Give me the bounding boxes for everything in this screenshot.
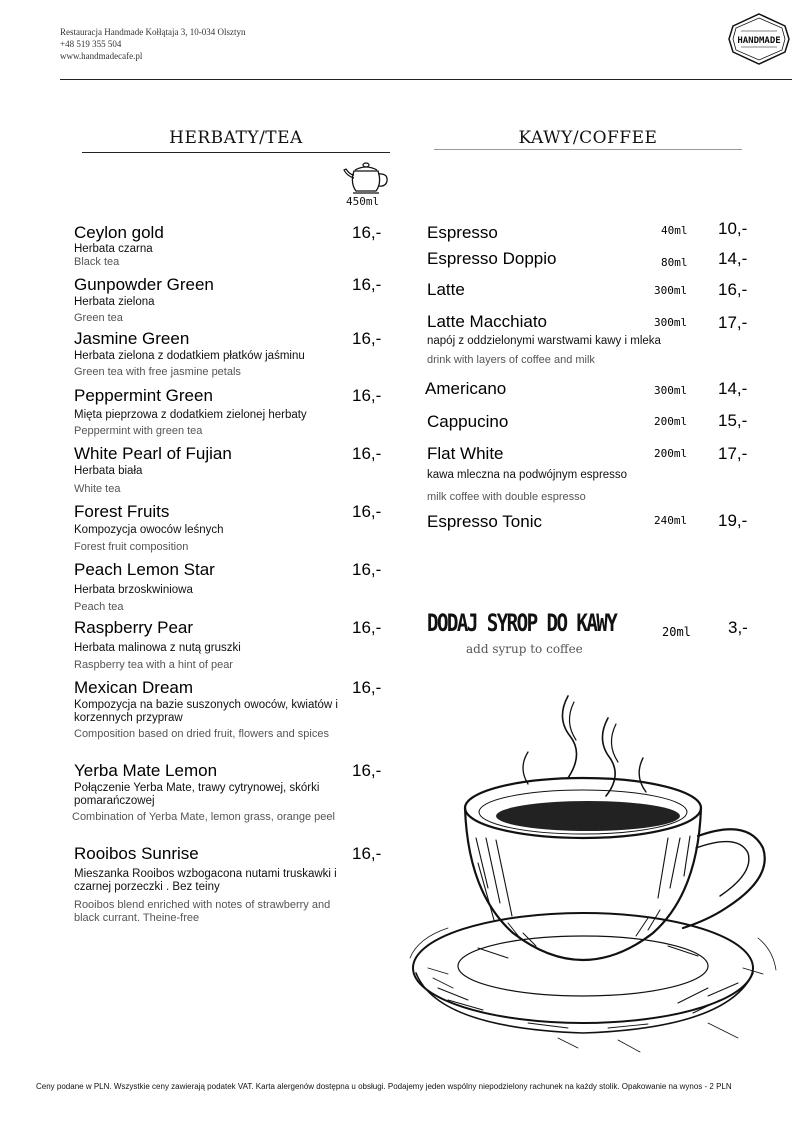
coffee-name: Latte Macchiato — [427, 312, 548, 331]
coffee-price: 10,- — [718, 219, 748, 238]
coffee-name: Cappucino — [427, 412, 509, 431]
tea-desc-pl: Mieszanka Rooibos wzbogacona nutami truskawki i czarnej porzeczki . Bez teiny — [74, 868, 337, 893]
tea-name: White Pearl of Fujian — [74, 444, 232, 463]
coffee-name: Espresso Tonic — [427, 512, 542, 531]
tea-name: Jasmine Green — [74, 329, 190, 348]
tea-desc-en: Composition based on dried fruit, flowers and spices — [74, 728, 329, 740]
tea-name: Forest Fruits — [74, 502, 170, 521]
tea-desc-pl: Herbata malinowa z nutą gruszki — [74, 642, 241, 654]
coffee-volume: 40ml — [661, 224, 688, 237]
tea-name: Mexican Dream — [74, 678, 194, 697]
coffee-name: Flat White — [427, 444, 504, 463]
tea-price: 16,- — [352, 761, 382, 780]
tea-desc-en: Peppermint with green tea — [74, 425, 203, 437]
tea-name: Yerba Mate Lemon — [74, 761, 218, 780]
tea-price: 16,- — [352, 223, 382, 242]
tea-title-rule — [82, 152, 390, 153]
tea-item — [74, 275, 394, 325]
tea-desc-en: Raspberry tea with a hint of pear — [74, 659, 233, 671]
coffee-name: Americano — [425, 379, 507, 398]
tea-price: 16,- — [352, 844, 382, 863]
tea-price: 16,- — [352, 329, 382, 348]
tea-volume-header: 450ml — [346, 195, 380, 208]
tea-desc-en: Black tea — [74, 256, 120, 268]
syrup-desc-en: add syrup to coffee — [466, 642, 583, 656]
coffee-volume: 300ml — [654, 316, 688, 329]
tea-desc-en: White tea — [74, 483, 121, 495]
tea-item — [74, 844, 382, 925]
tea-price: 16,- — [352, 444, 382, 463]
tea-desc-pl: Kompozycja na bazie suszonych owoców, kwiatów i korzennych przypraw — [74, 699, 338, 724]
coffee-name: Espresso — [427, 223, 498, 242]
coffee-price: 14,- — [718, 249, 748, 268]
syrup-title: DODAJ SYROP DO KAWY — [427, 609, 617, 637]
tea-desc-pl: Herbata zielona z dodatkiem płatków jaśminu — [74, 350, 305, 362]
tea-item — [74, 386, 394, 438]
tea-desc-pl: Mięta pieprzowa z dodatkiem zielonej herbaty — [74, 409, 307, 421]
coffee-title: KAWY/COFFEE — [518, 128, 658, 148]
coffee-price: 15,- — [718, 411, 748, 430]
tea-desc-pl: Herbata czarna — [74, 243, 153, 255]
tea-item — [74, 618, 394, 672]
tea-desc-en: Peach tea — [74, 601, 124, 613]
coffee-name: Espresso Doppio — [427, 249, 557, 268]
tea-desc-en: Green tea with free jasmine petals — [74, 366, 241, 378]
tea-price: 16,- — [352, 618, 382, 637]
tea-desc-pl: Połączenie Yerba Mate, trawy cytrynowej, skórki pomarańczowej — [74, 782, 320, 807]
tea-name: Rooibos Sunrise — [74, 844, 199, 863]
coffee-price: 17,- — [718, 444, 748, 463]
tea-price: 16,- — [352, 560, 382, 579]
coffee-volume: 300ml — [654, 384, 688, 397]
tea-price: 16,- — [352, 386, 382, 405]
coffee-price: 19,- — [718, 511, 748, 530]
tea-name: Raspberry Pear — [74, 618, 194, 637]
coffee-volume: 80ml — [661, 256, 688, 269]
tea-desc-en: Forest fruit composition — [74, 541, 189, 553]
tea-title: HERBATY/TEA — [169, 128, 303, 148]
tea-desc-en: Green tea — [74, 312, 123, 324]
tea-desc-pl: Kompozycja owoców leśnych — [74, 524, 224, 536]
syrup-price: 3,- — [728, 618, 748, 637]
handmade-logo — [727, 12, 791, 66]
tea-name: Ceylon gold — [74, 223, 164, 242]
coffee-desc-en: drink with layers of coffee and milk — [427, 354, 595, 366]
address: Restauracja Handmade Kołłątaja 3, 10-034 Olsztyn — [60, 27, 246, 37]
tea-desc-pl: Herbata biała — [74, 465, 143, 477]
footer-note: Ceny podane w PLN. Wszystkie ceny zawierają podatek VAT. Karta alergenów dostępna u obsługi. Podajemy jeden wspólny niepodzielony rachunek na każdy stolik. Opakowanie na wynos - 2 PLN — [36, 1082, 732, 1091]
coffee-desc-en: milk coffee with double espresso — [427, 491, 586, 503]
tea-name: Gunpowder Green — [74, 275, 214, 294]
phone: +48 519 355 504 — [60, 39, 122, 49]
tea-item — [74, 444, 394, 496]
logo-text: HANDMADE — [737, 36, 781, 46]
tea-item — [74, 678, 382, 741]
tea-name: Peppermint Green — [74, 386, 213, 405]
coffee-volume: 240ml — [654, 514, 688, 527]
tea-price: 16,- — [352, 502, 382, 521]
header-divider — [60, 79, 792, 80]
syrup-volume: 20ml — [662, 625, 691, 639]
coffee-title-rule — [434, 149, 742, 150]
coffee-volume: 200ml — [654, 415, 688, 428]
coffee-desc-pl: napój z oddzielonymi warstwami kawy i mleka — [427, 335, 661, 347]
tea-item — [72, 761, 382, 824]
coffee-cup-illustration — [408, 688, 788, 1073]
restaurant-info — [60, 26, 245, 62]
tea-desc-en: Combination of Yerba Mate, lemon grass, orange peel — [72, 811, 335, 823]
coffee-price: 16,- — [718, 280, 748, 299]
website: www.handmadecafe.pl — [60, 51, 143, 61]
coffee-volume: 200ml — [654, 447, 688, 460]
tea-price: 16,- — [352, 678, 382, 697]
tea-item — [74, 560, 394, 614]
tea-item — [74, 329, 394, 379]
tea-price: 16,- — [352, 275, 382, 294]
coffee-desc-pl: kawa mleczna na podwójnym espresso — [427, 469, 628, 481]
tea-item — [74, 502, 394, 554]
teapot-icon — [342, 161, 392, 197]
coffee-name: Latte — [427, 280, 465, 299]
tea-name: Peach Lemon Star — [74, 560, 215, 579]
coffee-price: 14,- — [718, 379, 748, 398]
tea-desc-pl: Herbata brzoskwiniowa — [74, 584, 193, 596]
tea-desc-pl: Herbata zielona — [74, 296, 155, 308]
tea-item — [74, 223, 394, 269]
coffee-price: 17,- — [718, 313, 748, 332]
tea-desc-en: Rooibos blend enriched with notes of strawberry and black currant. Theine-free — [74, 899, 331, 924]
coffee-volume: 300ml — [654, 284, 688, 297]
